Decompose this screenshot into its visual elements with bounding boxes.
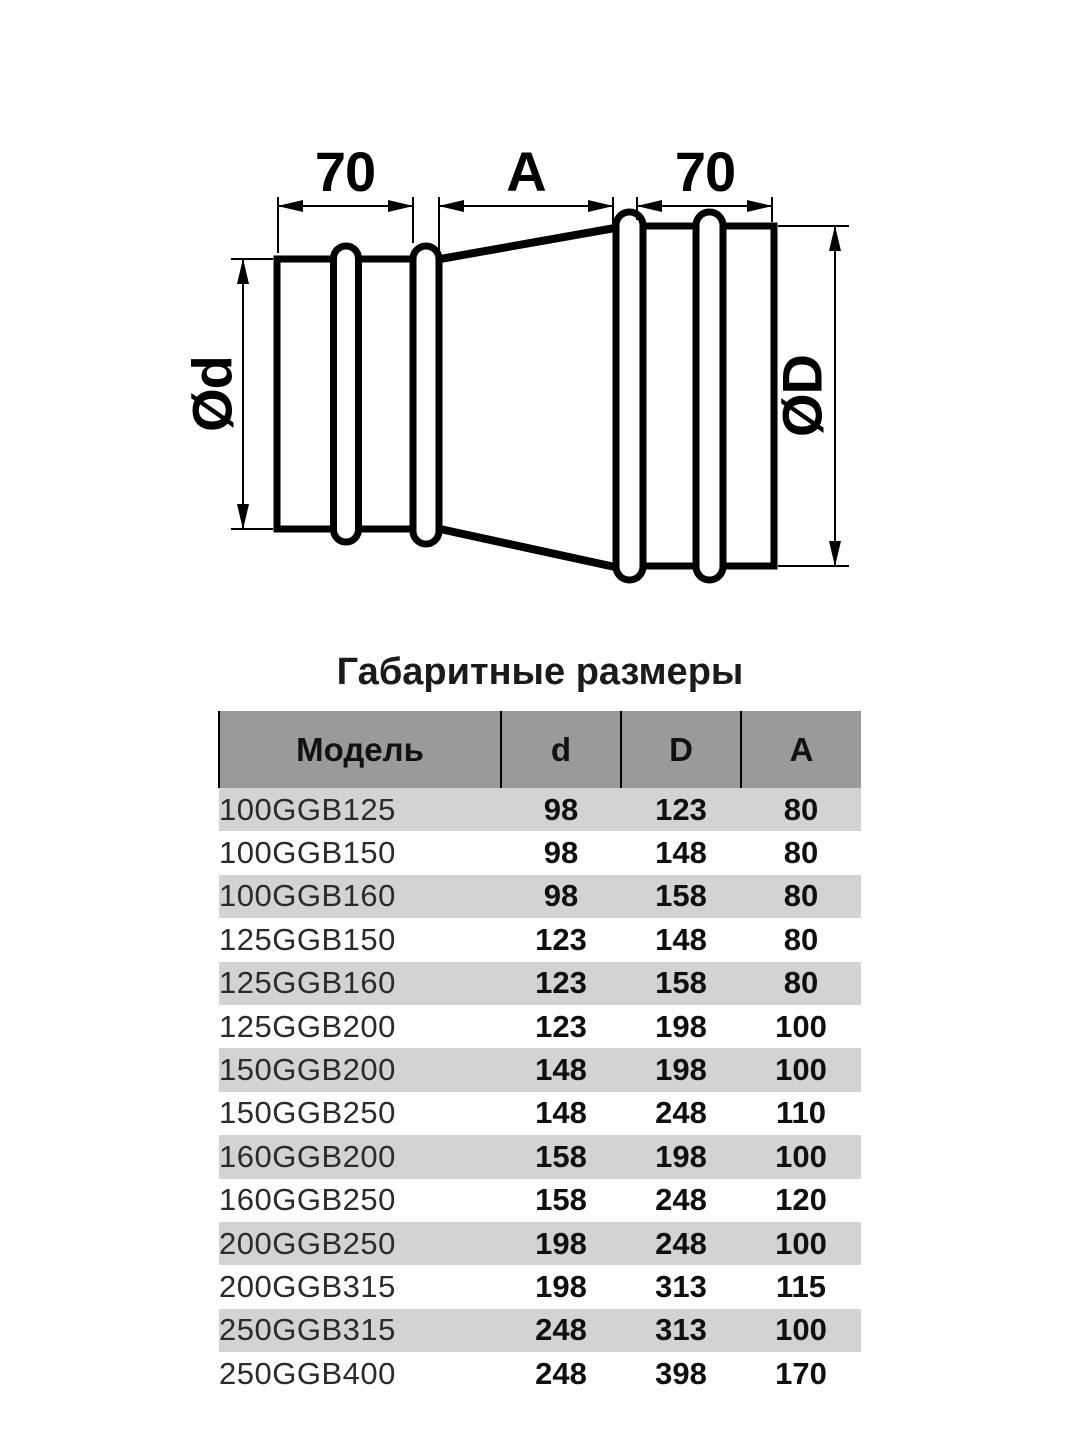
D-value-cell: 148 bbox=[655, 835, 707, 871]
table-row bbox=[219, 1265, 861, 1308]
model-cell: 100GGB125 bbox=[219, 791, 396, 827]
table-row bbox=[219, 1135, 861, 1178]
table-row bbox=[219, 1222, 861, 1265]
model-cell: 200GGB315 bbox=[219, 1268, 396, 1304]
model-cell: 250GGB400 bbox=[219, 1355, 396, 1391]
d-value-cell: 123 bbox=[535, 1008, 587, 1044]
A-value-cell: 100 bbox=[775, 1008, 827, 1044]
header-model: Модель bbox=[219, 711, 501, 788]
A-value-cell: 100 bbox=[775, 1052, 827, 1088]
model-cell: 125GGB200 bbox=[219, 1008, 396, 1044]
A-value-cell: 110 bbox=[775, 1095, 826, 1131]
model-cell: 200GGB250 bbox=[219, 1225, 396, 1261]
table-row bbox=[219, 1352, 861, 1395]
table-row bbox=[219, 962, 861, 1005]
D-value-cell: 313 bbox=[655, 1268, 707, 1304]
model-cell: 160GGB250 bbox=[219, 1182, 396, 1218]
table-row bbox=[219, 831, 861, 874]
model-cell: 100GGB150 bbox=[219, 835, 396, 871]
dimension-label-large-diameter: ØD bbox=[770, 355, 834, 437]
dimension-label-small-diameter: Ød bbox=[180, 356, 244, 432]
D-value-cell: 248 bbox=[655, 1225, 707, 1261]
A-value-cell: 100 bbox=[775, 1225, 827, 1261]
d-value-cell: 198 bbox=[535, 1268, 587, 1304]
d-value-cell: 248 bbox=[535, 1355, 587, 1391]
D-value-cell: 198 bbox=[655, 1052, 707, 1088]
d-value-cell: 248 bbox=[535, 1312, 587, 1348]
A-value-cell: 115 bbox=[775, 1268, 826, 1304]
header-D: D bbox=[621, 711, 741, 788]
cone-top-line bbox=[440, 228, 615, 259]
table-header-row bbox=[219, 711, 861, 788]
table-row bbox=[219, 1048, 861, 1091]
dimension-label-A: A bbox=[506, 140, 546, 203]
d-value-cell: 148 bbox=[535, 1095, 587, 1131]
A-value-cell: 100 bbox=[775, 1312, 827, 1348]
table-row bbox=[219, 1179, 861, 1222]
D-value-cell: 198 bbox=[655, 1138, 707, 1174]
small-duct-bead bbox=[334, 246, 359, 542]
d-value-cell: 98 bbox=[543, 878, 579, 914]
small-duct-junction-bead bbox=[413, 246, 439, 544]
d-value-cell: 198 bbox=[535, 1225, 587, 1261]
table-row bbox=[219, 788, 861, 831]
table-title: Габаритные размеры bbox=[336, 651, 744, 693]
d-value-cell: 158 bbox=[535, 1138, 587, 1174]
dimension-label-right-70: 70 bbox=[674, 140, 736, 203]
model-cell: 125GGB160 bbox=[219, 965, 396, 1001]
d-value-cell: 123 bbox=[535, 921, 587, 957]
dimension-label-left-70: 70 bbox=[314, 140, 376, 203]
A-value-cell: 80 bbox=[783, 791, 819, 827]
d-value-cell: 98 bbox=[543, 791, 579, 827]
d-value-cell: 123 bbox=[535, 965, 587, 1001]
table-row bbox=[219, 1005, 861, 1048]
table-row bbox=[219, 1092, 861, 1135]
model-cell: 160GGB200 bbox=[219, 1138, 396, 1174]
A-value-cell: 80 bbox=[783, 921, 819, 957]
large-duct-bead bbox=[696, 212, 723, 580]
d-value-cell: 148 bbox=[535, 1052, 587, 1088]
A-value-cell: 100 bbox=[775, 1138, 827, 1174]
dimensions-table bbox=[218, 711, 861, 1395]
table-row bbox=[219, 1309, 861, 1352]
reducer-drawing bbox=[0, 0, 1080, 660]
header-A: A bbox=[741, 711, 861, 788]
D-value-cell: 158 bbox=[655, 878, 707, 914]
D-value-cell: 148 bbox=[655, 921, 707, 957]
model-cell: 150GGB200 bbox=[219, 1052, 396, 1088]
D-value-cell: 248 bbox=[655, 1182, 707, 1218]
D-value-cell: 123 bbox=[655, 791, 707, 827]
A-value-cell: 120 bbox=[775, 1182, 827, 1218]
model-cell: 150GGB250 bbox=[219, 1095, 396, 1131]
d-value-cell: 98 bbox=[543, 835, 579, 871]
D-value-cell: 198 bbox=[655, 1008, 707, 1044]
A-value-cell: 80 bbox=[783, 878, 819, 914]
model-cell: 100GGB160 bbox=[219, 878, 396, 914]
model-cell: 250GGB315 bbox=[219, 1312, 396, 1348]
table-row bbox=[219, 918, 861, 961]
large-duct-junction-bead bbox=[616, 212, 643, 580]
cone-bottom-line bbox=[440, 529, 615, 567]
header-d: d bbox=[501, 711, 621, 788]
D-value-cell: 248 bbox=[655, 1095, 707, 1131]
table-row bbox=[219, 875, 861, 918]
D-value-cell: 313 bbox=[655, 1312, 707, 1348]
D-value-cell: 158 bbox=[655, 965, 707, 1001]
model-cell: 125GGB150 bbox=[219, 921, 396, 957]
A-value-cell: 170 bbox=[775, 1355, 827, 1391]
D-value-cell: 398 bbox=[655, 1355, 707, 1391]
A-value-cell: 80 bbox=[783, 835, 819, 871]
d-value-cell: 158 bbox=[535, 1182, 587, 1218]
A-value-cell: 80 bbox=[783, 965, 819, 1001]
